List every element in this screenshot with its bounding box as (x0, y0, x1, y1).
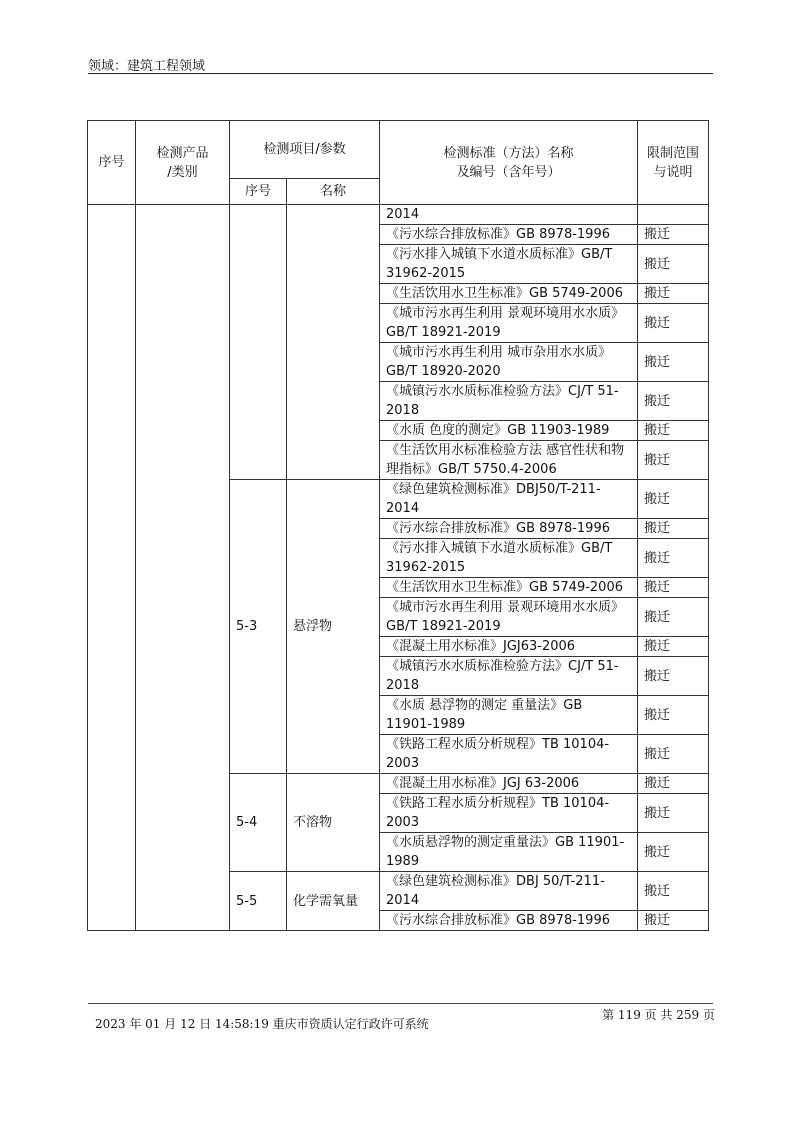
limit-cell: 搬迁 (638, 657, 709, 696)
header-item-group: 检测项目/参数 (230, 121, 380, 179)
limit-cell: 搬迁 (638, 519, 709, 539)
footer-divider (88, 1003, 713, 1004)
standard-cell: 《生活饮用水卫生标准》GB 5749-2006 (380, 578, 638, 598)
header-product (136, 121, 230, 205)
header-item-name: 名称 (287, 179, 380, 205)
footer-page-info: 第 119 页 共 259 页 (602, 1008, 715, 1022)
limit-cell: 搬迁 (638, 245, 709, 284)
domain-label: 领域：建筑工程领域 (88, 59, 206, 74)
standard-cell: 《污水排入城镇下水道水质标准》GB/T 31962-2015 (380, 539, 638, 578)
item-name-cell: 悬浮物 (287, 480, 380, 774)
standard-cell: 《污水综合排放标准》GB 8978-1996 (380, 911, 638, 931)
standard-cell: 《水质 悬浮物的测定 重量法》GB 11901-1989 (380, 696, 638, 735)
standard-cell: 《绿色建筑检测标准》DBJ50/T-211-2014 (380, 480, 638, 519)
limit-cell: 搬迁 (638, 284, 709, 304)
standard-cell: 《城镇污水水质标准检验方法》CJ/T 51-2018 (380, 382, 638, 421)
standard-cell: 2014 (380, 205, 638, 225)
limit-cell: 搬迁 (638, 911, 709, 931)
standard-cell: 《城市污水再生利用 景观环境用水水质》GB/T 18921-2019 (380, 598, 638, 637)
limit-cell: 搬迁 (638, 539, 709, 578)
limit-cell: 搬迁 (638, 872, 709, 911)
standard-cell: 《混凝土用水标准》JGJ63-2006 (380, 637, 638, 657)
limit-cell: 搬迁 (638, 382, 709, 421)
item-name-cell: 不溶物 (287, 774, 380, 872)
limit-cell: 搬迁 (638, 637, 709, 657)
item-seq-cell: 5-3 (230, 480, 287, 774)
table-body (88, 205, 709, 931)
standard-cell: 《污水排入城镇下水道水质标准》GB/T 31962-2015 (380, 245, 638, 284)
item-name-cell: 化学需氧量 (287, 872, 380, 931)
limit-cell: 搬迁 (638, 441, 709, 480)
item-name-cell (287, 205, 380, 480)
standard-cell: 《生活饮用水卫生标准》GB 5749-2006 (380, 284, 638, 304)
item-seq-cell: 5-5 (230, 872, 287, 931)
header-item-seq: 序号 (230, 179, 287, 205)
header-product-text: 检测产品 /类别 (156, 145, 209, 180)
standard-cell: 《污水综合排放标准》GB 8978-1996 (380, 225, 638, 245)
accreditation-table (87, 120, 709, 931)
limit-cell: 搬迁 (638, 696, 709, 735)
limit-cell: 搬迁 (638, 833, 709, 872)
header-limit (638, 121, 709, 205)
item-seq-cell (230, 205, 287, 480)
limit-cell: 搬迁 (638, 304, 709, 343)
limit-cell: 搬迁 (638, 421, 709, 441)
limit-cell: 搬迁 (638, 735, 709, 774)
standard-cell: 《水质 色度的测定》GB 11903-1989 (380, 421, 638, 441)
standard-cell: 《混凝土用水标准》JGJ 63-2006 (380, 774, 638, 794)
standard-cell: 《水质悬浮物的测定重量法》GB 11901-1989 (380, 833, 638, 872)
limit-cell: 搬迁 (638, 578, 709, 598)
table-row (88, 205, 709, 225)
limit-cell: 搬迁 (638, 598, 709, 637)
limit-cell: 搬迁 (638, 343, 709, 382)
standard-cell: 《铁路工程水质分析规程》TB 10104-2003 (380, 794, 638, 833)
limit-cell: 搬迁 (638, 794, 709, 833)
header-limit-text: 限制范围 与说明 (647, 145, 700, 180)
standard-cell: 《铁路工程水质分析规程》TB 10104-2003 (380, 735, 638, 774)
limit-cell (638, 205, 709, 225)
standard-cell: 《污水综合排放标准》GB 8978-1996 (380, 519, 638, 539)
row-seq-cell (88, 205, 136, 931)
header-divider (88, 73, 713, 74)
item-seq-cell: 5-4 (230, 774, 287, 872)
standard-cell: 《城市污水再生利用 景观环境用水水质》GB/T 18921-2019 (380, 304, 638, 343)
limit-cell: 搬迁 (638, 225, 709, 245)
standard-cell: 《绿色建筑检测标准》DBJ 50/T-211-2014 (380, 872, 638, 911)
row-product-cell (136, 205, 230, 931)
limit-cell: 搬迁 (638, 774, 709, 794)
standard-cell: 《生活饮用水标准检验方法 感官性状和物理指标》GB/T 5750.4-2006 (380, 441, 638, 480)
header-seq: 序号 (88, 121, 136, 205)
header-standard (380, 121, 638, 205)
header-standard-text: 检测标准（方法）名称 及编号（含年号） (443, 145, 574, 180)
standard-cell: 《城镇污水水质标准检验方法》CJ/T 51-2018 (380, 657, 638, 696)
footer-timestamp: 2023 年 01 月 12 日 14:58:19 重庆市资质认定行政许可系统 (95, 1017, 429, 1031)
limit-cell: 搬迁 (638, 480, 709, 519)
standard-cell: 《城市污水再生利用 城市杂用水水质》GB/T 18920-2020 (380, 343, 638, 382)
